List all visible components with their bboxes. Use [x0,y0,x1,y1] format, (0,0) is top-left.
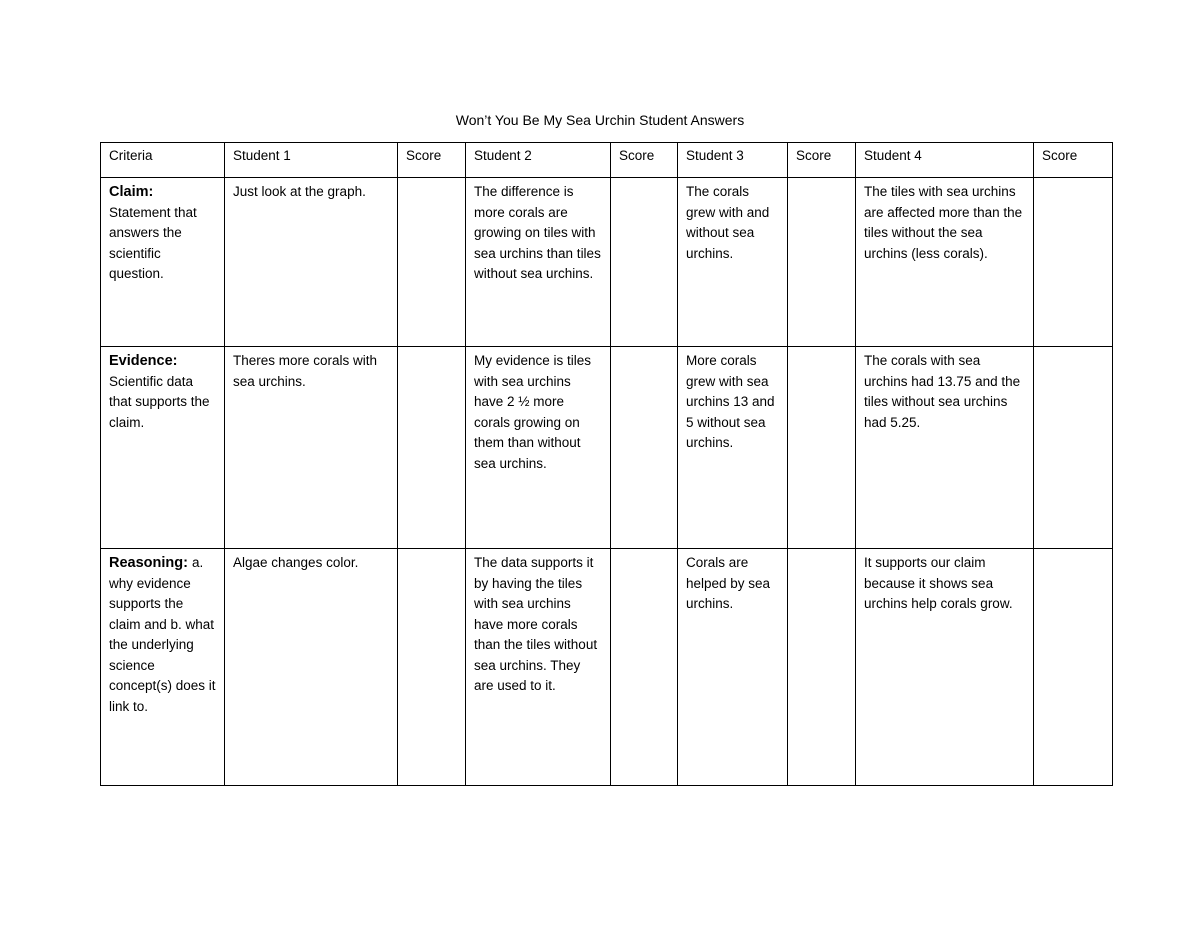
claim-score-1-cell[interactable] [398,178,466,347]
reasoning-student-4-answer: It supports our claim because it shows sea urchins help corals grow. [856,549,1034,786]
claim-score-4-cell[interactable] [1034,178,1113,347]
reasoning-score-2-cell[interactable] [611,549,678,786]
header-score-2: Score [611,143,678,178]
header-student-3: Student 3 [678,143,788,178]
header-row [101,143,1113,178]
header-score-1: Score [398,143,466,178]
criteria-evidence [101,347,225,549]
header-criteria: Criteria [101,143,225,178]
reasoning-row [101,549,1113,786]
criteria-description: a. why evidence supports the claim and b. what the underlying science concept(s) does it link to. [109,555,216,714]
claim-student-4-answer: The tiles with sea urchins are affected more than the tiles without the sea urchins (less corals). [856,178,1034,347]
criteria-colon: : [172,353,178,369]
criteria-name: Claim [109,184,149,200]
criteria-colon: : [148,184,154,200]
evidence-score-2-cell[interactable] [611,347,678,549]
reasoning-score-1-cell[interactable] [398,549,466,786]
evidence-student-4-answer: The corals with sea urchins had 13.75 and the tiles without sea urchins had 5.25. [856,347,1034,549]
claim-row [101,178,1113,347]
criteria-description: Scientific data that supports the claim. [109,373,210,430]
reasoning-score-4-cell[interactable] [1034,549,1113,786]
claim-score-3-cell[interactable] [788,178,856,347]
claim-student-2-answer: The difference is more corals are growing on tiles with sea urchins than tiles without sea urchins. [466,178,611,347]
evidence-student-2-answer: My evidence is tiles with sea urchins have 2 ½ more corals growing on them than without sea urchins. [466,347,611,549]
criteria-colon: : [183,555,192,571]
header-student-1: Student 1 [225,143,398,178]
criteria-reasoning [101,549,225,786]
reasoning-student-2-answer: The data supports it by having the tiles with sea urchins have more corals than the tiles without sea urchins. They are used to it. [466,549,611,786]
claim-student-3-answer: The corals grew with and without sea urchins. [678,178,788,347]
rubric-table [100,142,1113,786]
evidence-score-4-cell[interactable] [1034,347,1113,549]
claim-student-1-answer: Just look at the graph. [225,178,398,347]
reasoning-student-3-answer: Corals are helped by sea urchins. [678,549,788,786]
criteria-name: Reasoning [109,555,184,571]
evidence-score-3-cell[interactable] [788,347,856,549]
criteria-claim [101,178,225,347]
evidence-student-1-answer: Theres more corals with sea urchins. [225,347,398,549]
reasoning-student-1-answer: Algae changes color. [225,549,398,786]
document-title: Won’t You Be My Sea Urchin Student Answers [455,112,745,128]
criteria-description: Statement that answers the scientific question. [109,204,197,281]
evidence-row [101,347,1113,549]
reasoning-score-3-cell[interactable] [788,549,856,786]
header-student-2: Student 2 [466,143,611,178]
header-score-3: Score [788,143,856,178]
evidence-score-1-cell[interactable] [398,347,466,549]
header-score-4: Score [1034,143,1113,178]
header-student-4: Student 4 [856,143,1034,178]
criteria-name: Evidence [109,353,173,369]
evidence-student-3-answer: More corals grew with sea urchins 13 and 5 without sea urchins. [678,347,788,549]
claim-score-2-cell[interactable] [611,178,678,347]
